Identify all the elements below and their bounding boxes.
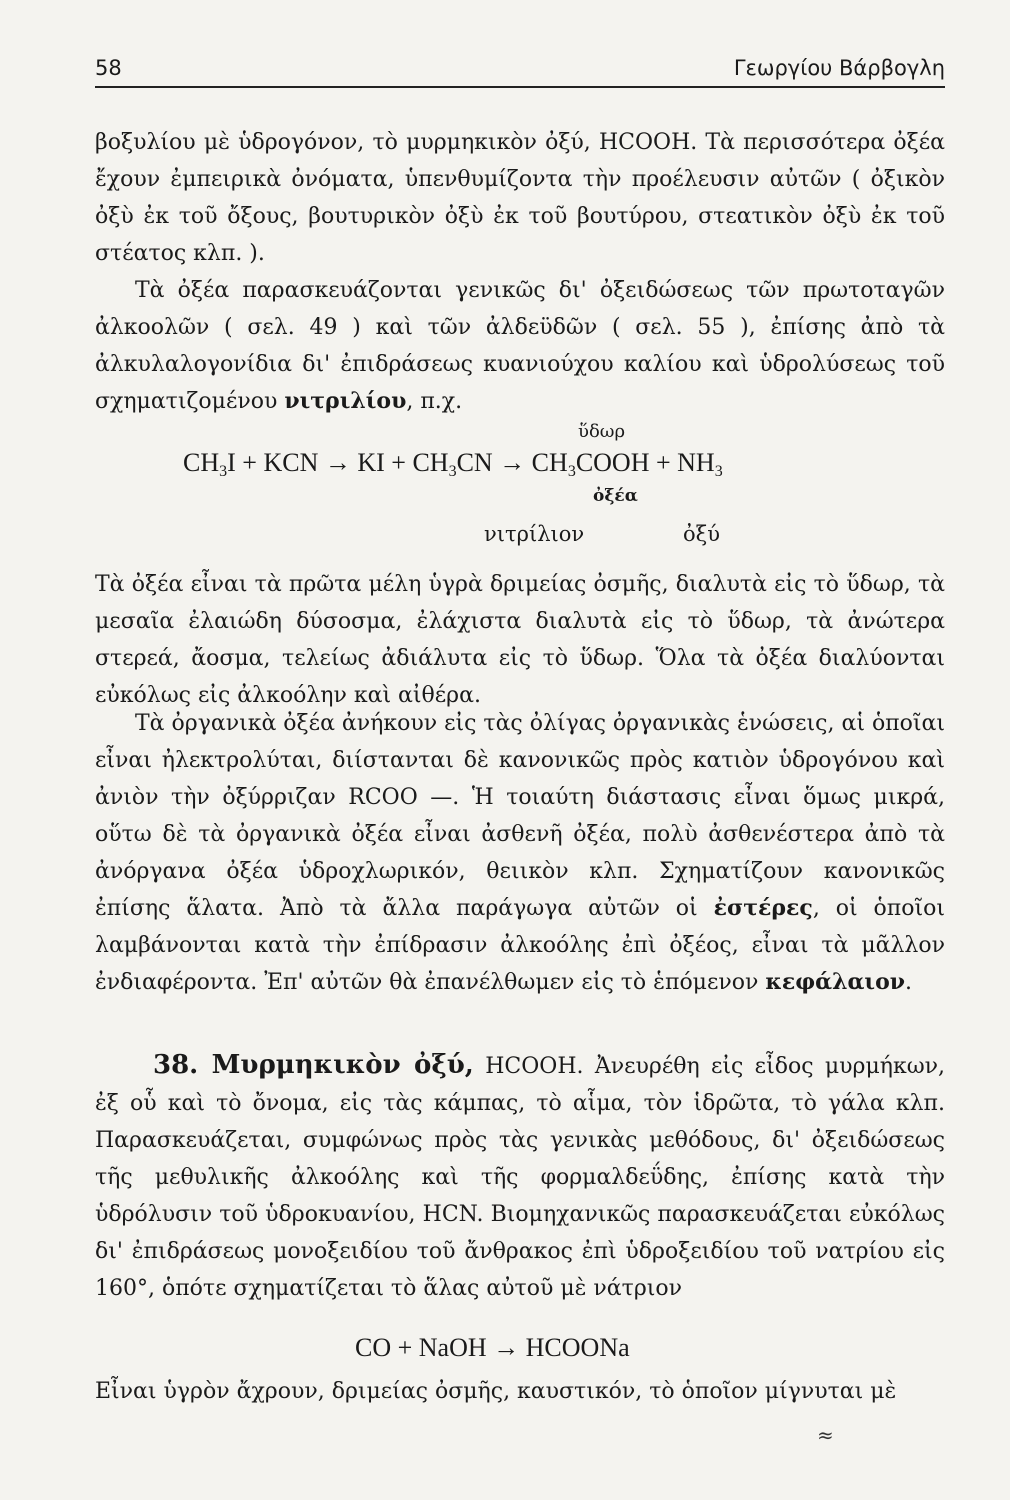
paragraph-electrolytes-text: Τὰ ὀργανικὰ ὀξέα ἀνήκουν εἰς τὰς ὀλίγας ὀργανικὰς ἑνώσεις, αἱ ὁποῖαι εἶναι ἠλεκτρολύται, διίστανται δὲ κανονικῶς πρὸς κατιὸν ὑδρογόνου καὶ ἀνιὸν τὴν ὀξύρριζαν RCOO —. Ἡ τοιαύτη διάστασις εἶναι ὅμως μικρά, οὕτω δὲ τὰ ὀργανικὰ ὀξέα εἶναι ἀσθενῆ ὀξέα, πολὺ ἀσθενέστερα ἀπὸ τὰ ἀνόργανα ὀξέα ὑδροχλωρικόν, θειικὸν κλπ. Σχηματίζουν κανονικῶς ἐπίσης ἅλατα. Ἀπὸ τὰ ἄλλα παράγωγα αὐτῶν οἱ xyxy=(95,711,945,921)
equation-nitrile-hydrolysis xyxy=(183,448,723,481)
page-number: 58 xyxy=(95,56,122,80)
margin-mark: ≈ xyxy=(817,1423,834,1447)
term-chapter: κεφάλαιον xyxy=(765,969,906,995)
eq1-part-b: I + KCN → KI + CH xyxy=(227,448,449,477)
section-formic-acid-text: HCOOH. Ἀνευρέθη εἰς εἶδος μυρμήκων, ἐξ οὗ καὶ τὸ ὄνομα, εἰς τὰς κάμπας, τὸ αἷμα, τὸν ἱδρῶτα, τὸ γάλα κλπ. Παρασκευάζεται, συμφώνως πρὸς τὰς γενικὰς μεθόδους, δι' ὀξειδώσεως τῆς μεθυλικῆς ἀλκοόλης καὶ τῆς φορμαλδεΰδης, ἐπίσης κατὰ τὴν ὑδρόλυσιν τοῦ ὑδροκυανίου, HCN. Βιομηχανικῶς παρασκευάζεται εὐκόλως δι' ἐπιδράσεως μονοξειδίου τοῦ ἄνθρακος ἐπὶ ὑδροξειδίου τοῦ νατρίου εἰς 160°, ὁπότε σχηματίζεται τὸ ἅλας αὐτοῦ μὲ νάτριον xyxy=(95,1054,946,1301)
paragraph-preparation-text: Τὰ ὀξέα παρασκευάζονται γενικῶς δι' ὀξειδώσεως τῶν πρωτοταγῶν ἀλκοολῶν ( σελ. 49 ) καὶ τῶν ἀλδεϋδῶν ( σελ. 55 ), ἐπίσης ἀπὸ τὰ ἀλκυλαλογονίδια δι' ἐπιδράσεως κυανιούχου καλίου καὶ ὑδρολύσεως τοῦ σχηματιζομένου xyxy=(95,278,945,414)
paragraph-electrolytes-end: . xyxy=(905,970,913,995)
page-header xyxy=(95,52,945,88)
equation-condition-water: ὕδωρ xyxy=(578,421,626,442)
equation-sodium-formate: CO + NaOH → HCOONa xyxy=(355,1333,630,1362)
label-acid: ὀξύ xyxy=(683,522,720,546)
equation-condition-acids: ὀξέα xyxy=(593,486,638,506)
paragraph-electrolytes xyxy=(95,705,945,1001)
eq1-part-d: COOH + NH xyxy=(575,448,715,477)
term-esters: ἐστέρες xyxy=(713,895,813,921)
eq1-sub-c: 3 xyxy=(567,463,576,480)
eq1-part-c: CN → CH xyxy=(456,448,568,477)
running-head: Γεωργίου Βάρβογλη xyxy=(733,56,945,80)
eq1-sub-b: 3 xyxy=(448,463,457,480)
paragraph-preparation xyxy=(95,272,945,420)
paragraph-formic-properties: Εἶναι ὑγρὸν ἄχρουν, δριμείας ὀσμῆς, καυστικόν, τὸ ὁποῖον μίγνυται μὲ xyxy=(95,1379,897,1404)
term-nitrile: νιτριλίου xyxy=(284,388,407,414)
eq1-sub-d: 3 xyxy=(714,463,723,480)
eq1-part-a: CH xyxy=(183,448,220,477)
section-formic-acid xyxy=(95,1047,945,1307)
paragraph-properties: Τὰ ὀξέα εἶναι τὰ πρῶτα μέλη ὑγρὰ δριμείας ὀσμῆς, διαλυτὰ εἰς τὸ ὕδωρ, τὰ μεσαῖα ἐλαιώδη δύσοσμα, ἐλάχιστα διαλυτὰ εἰς τὸ ὕδωρ, τὰ ἀνώτερα στερεά, ἄοσμα, τελείως ἀδιάλυτα εἰς τὸ ὕδωρ. Ὅλα τὰ ὀξέα διαλύονται εὐκόλως εἰς ἀλκοόλην καὶ αἰθέρα. xyxy=(95,572,945,708)
paragraph-continuation: βοξυλίου μὲ ὑδρογόνον, τὸ μυρμηκικὸν ὀξύ, HCOOH. Τὰ περισσότερα ὀξέα ἔχουν ἐμπειρικὰ ὀνόματα, ὑπενθυμίζοντα τὴν προέλευσιν αὐτῶν ( ὀξικὸν ὀξὺ ἐκ τοῦ ὄξους, βουτυρικὸν ὀξὺ ἐκ τοῦ βουτύρου, στεατικὸν ὀξὺ ἐκ τοῦ στέατος κλπ. ). xyxy=(95,130,945,266)
paragraph-electrolytes-middle: , οἱ ὁποῖοι λαμβάνονται κατὰ τὴν ἐπίδρασιν ἀλκοόλης ἐπὶ ὀξέος, εἶναι τὰ μᾶλλον ἐνδιαφέροντα. Ἐπ' αὐτῶν θὰ ἐπανέλθωμεν εἰς τὸ ἑπόμενον xyxy=(95,896,946,995)
label-nitrile: νιτρίλιον xyxy=(484,522,585,546)
section-heading: 38. Μυρμηκικὸν ὀξύ, xyxy=(153,1050,474,1080)
paragraph-preparation-tail: , π.χ. xyxy=(406,389,463,414)
eq1-sub-a: 3 xyxy=(219,463,228,480)
